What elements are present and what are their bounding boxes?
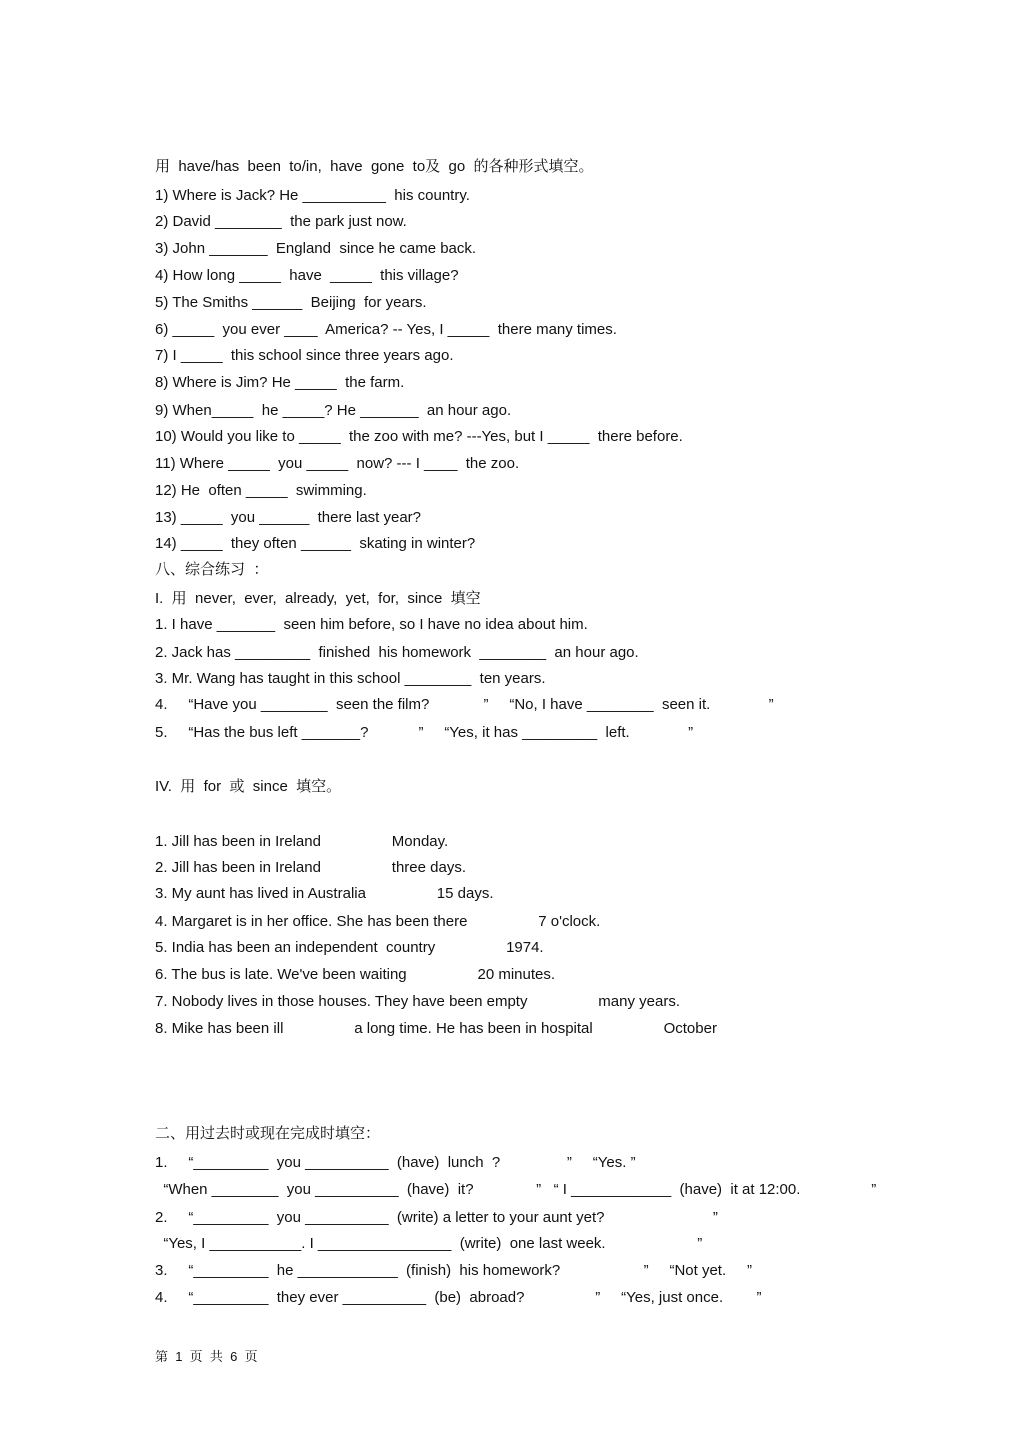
exercise-line: 1. Jill has been in Ireland Monday.: [155, 833, 449, 850]
exercise-line: 1) Where is Jack? He __________ his country.: [155, 187, 470, 204]
exercise-line: 12) He often _____ swimming.: [155, 482, 367, 499]
exercise-line: 3. “_________ he ____________ (finish) his homework? ” “Not yet. ”: [155, 1262, 752, 1279]
exercise-line: 3) John _______ England since he came back.: [155, 240, 477, 257]
exercise-line: 7) I _____ this school since three years ago.: [155, 347, 454, 364]
exercise-line: 4. “Have you ________ seen the film? ” “No, I have ________ seen it. ”: [155, 696, 774, 713]
section4-heading: 二、用过去时或现在完成时填空：: [155, 1125, 381, 1142]
exercise-line: 8) Where is Jim? He _____ the farm.: [155, 374, 405, 391]
exercise-line: 2) David ________ the park just now.: [155, 213, 407, 230]
exercise-line: 4. Margaret is in her office. She has been there 7 o'clock.: [155, 913, 601, 930]
exercise-line: 13) _____ you ______ there last year?: [155, 509, 422, 526]
exercise-line: 5. “Has the bus left _______? ” “Yes, it has _________ left. ”: [155, 724, 694, 741]
section3-heading: IV. 用 for 或 since 填空。: [155, 778, 342, 795]
exercise-line: 8. Mike has been ill a long time. He has been in hospital October: [155, 1020, 717, 1037]
exercise-line: 5) The Smiths ______ Beijing for years.: [155, 294, 427, 311]
exercise-line: 6. The bus is late. We've been waiting 20 minutes.: [155, 966, 556, 983]
exercise-line: 2. Jill has been in Ireland three days.: [155, 859, 466, 876]
section2-heading: 八、综合练习 ：: [155, 561, 269, 578]
exercise-line: 11) Where _____ you _____ now? --- I ____ the zoo.: [155, 455, 520, 472]
exercise-line: 6) _____ you ever ____ America? -- Yes, I _____ there many times.: [155, 321, 617, 338]
page-footer: 第 1 页 共 6 页: [155, 1349, 258, 1364]
exercise-line: 3. My aunt has lived in Australia 15 days.: [155, 885, 494, 902]
exercise-line: 5. India has been an independent country 1974.: [155, 939, 544, 956]
section2-subheading: I. 用 never, ever, already, yet, for, since 填空: [155, 590, 481, 607]
exercise-line: 2. “_________ you __________ (write) a letter to your aunt yet? ”: [155, 1209, 718, 1226]
exercise-line: 7. Nobody lives in those houses. They have been empty many years.: [155, 993, 680, 1010]
exercise-line: “When ________ you __________ (have) it? ” “ I ____________ (have) it at 12:00. ”: [155, 1181, 877, 1198]
exercise-line: 10) Would you like to _____ the zoo with me? ---Yes, but I _____ there before.: [155, 428, 683, 445]
exercise-line: 1. “_________ you __________ (have) lunch ? ” “Yes. ”: [155, 1154, 636, 1171]
exercise-line: 3. Mr. Wang has taught in this school ________ ten years.: [155, 670, 546, 687]
exercise-line: “Yes, I ___________. I ________________ (write) one last week. ”: [155, 1235, 703, 1252]
exercise-line: 14) _____ they often ______ skating in winter?: [155, 535, 476, 552]
exercise-line: 9) When_____ he _____? He _______ an hour ago.: [155, 402, 512, 419]
exercise-line: 1. I have _______ seen him before, so I have no idea about him.: [155, 616, 588, 633]
exercise-line: 2. Jack has _________ finished his homework ________ an hour ago.: [155, 644, 639, 661]
exercise-line: 4) How long _____ have _____ this village?: [155, 267, 459, 284]
section1-heading: 用 have/has been to/in, have gone to及 go 的各种形式填空。: [155, 158, 594, 175]
exercise-line: 4. “_________ they ever __________ (be) abroad? ” “Yes, just once. ”: [155, 1289, 762, 1306]
